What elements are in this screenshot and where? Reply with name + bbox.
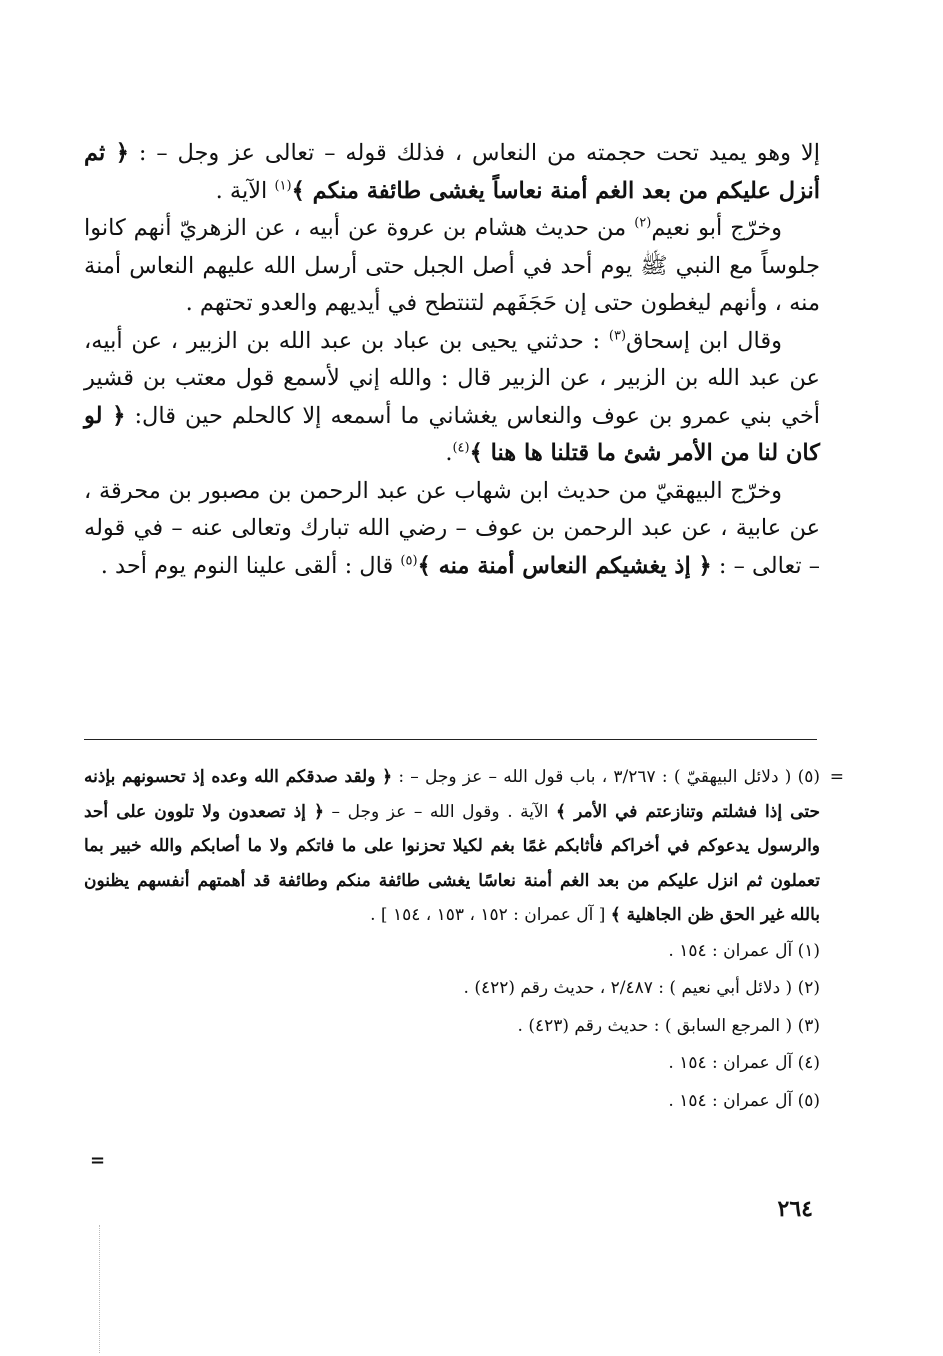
continuation-dash: = bbox=[829, 767, 844, 787]
main-text bbox=[84, 135, 820, 585]
quran-quote: ﴿ لو كان لنا من الأمر شئ ما قتلنا ها هنا ﴾ bbox=[84, 402, 820, 466]
paragraph-2-lead: وخرّج أبو نعيم bbox=[651, 215, 782, 241]
footnote-ref: (٢) bbox=[634, 215, 652, 231]
footnote-2: (٢) ( دلائل أبي نعيم ) : ٢/٤٨٧ ، حديث رقم (٤٢٢) . bbox=[463, 978, 820, 999]
paragraph-1 bbox=[84, 135, 820, 210]
paragraph-3-text: : حدثني يحيى بن عباد بن عبد الله بن الزبير ، عن أبيه، عن عبد الله بن الزبير ، عن الزبير قال : والله إني لأسمع قول معتب بن قشير أخي بني عمرو بن عوف والنعاس يغشاني ما أسمعه إلا كالحلم حين قال: bbox=[84, 327, 820, 429]
paragraph-3-end: . bbox=[445, 440, 453, 466]
footnote-separator bbox=[84, 739, 817, 740]
footnote-list bbox=[84, 933, 820, 1121]
continuation-mark: = bbox=[90, 1150, 106, 1171]
footnote-ref: (٣) bbox=[608, 328, 627, 343]
paragraph-1-end: الآية . bbox=[215, 177, 275, 204]
quran-quote: ﴿ ثم أنزل عليكم من بعد الغم أمنة نعاساً يغشى طائفة منكم ﴾ bbox=[84, 140, 820, 204]
footnote-5: (٥) آل عمران : ١٥٤ . bbox=[668, 1090, 820, 1111]
footnote-3: (٣) ( المرجع السابق ) : حديث رقم (٤٢٣) . bbox=[517, 1015, 820, 1036]
quran-quote: ﴿ ولقد صدقكم الله وعده إذ تحسونهم بإذنه حتى إذا فشلتم وتنازعتم في الأمر ﴾ bbox=[84, 767, 820, 822]
paragraph-2 bbox=[84, 210, 820, 323]
continuation-citation: [ آل عمران : ١٥٢ ، ١٥٣ ، ١٥٤ ] . bbox=[370, 905, 611, 926]
quran-quote: ﴿ إذ يغشيكم النعاس أمنة منه ﴾ bbox=[417, 552, 712, 579]
paragraph-4 bbox=[84, 473, 820, 586]
page-number: ٢٦٤ bbox=[777, 1196, 813, 1222]
paragraph-1-text: إلا وهو يميد تحت حجمته من النعاس ، فذلك قوله – تعالى عز وجل – : bbox=[128, 140, 820, 166]
paragraph-3-lead: وقال ابن إسحاق bbox=[626, 327, 782, 354]
paragraph-4-end: قال : ألقى علينا النوم يوم أحد . bbox=[100, 552, 401, 579]
paragraph-4-text: وخرّج البيهقيّ من حديث ابن شهاب عن عبد الرحمن بن مصبور بن محرقة ، عن عابية ، عن عبد الرحمن بن عوف – رضي الله تبارك وتعالى عنه – في قوله – تعالى – : bbox=[84, 477, 820, 579]
footnote-4: (٤) آل عمران : ١٥٤ . bbox=[668, 1053, 820, 1074]
paragraph-2-text: من حديث هشام بن عروة عن أبيه ، عن الزهريّ أنهم كانوا جلوساً مع النبي ﷺ يوم أحد في أصل الجبل حتى أرسل الله عليهم النعاس أمنة منه ، وأنهم ليغطون حتى إن حَجَفَهم لتنتطح في أيديهم والعدو تحتهم . bbox=[84, 215, 820, 316]
footnote-continuation bbox=[84, 760, 844, 933]
continuation-text-2: الآية . وقول الله – عز وجل – bbox=[323, 801, 557, 822]
footnote-ref: (٥) bbox=[400, 553, 418, 568]
binding-edge-line bbox=[99, 1225, 100, 1353]
continuation-text: (٥) ( دلائل البيهقيّ ) : ٣/٢٦٧ ، باب قول الله – عز وجل – : bbox=[392, 767, 821, 787]
paragraph-3 bbox=[84, 323, 820, 473]
footnote-ref: (٤) bbox=[452, 440, 470, 456]
footnotes-section bbox=[84, 760, 844, 1120]
footnote-ref: (١) bbox=[274, 178, 292, 193]
quran-quote: ﴿ إذ تصعدون ولا تلوون على أحد والرسول يدعوكم في أخراكم فأثابكم غمًا بغم لكيلا تحزنوا على ما فاتكم ولا ما أصابكم والله خبير بما تعملون ثم انزل عليكم من بعد الغم أمنة نعاسًا يغشى طائفة منكم وطائفة قد أهمتهم أنفسهم يظنون بالله غير الحق ظن الجاهلية ﴾ bbox=[84, 801, 820, 926]
footnote-1: (١) آل عمران : ١٥٤ . bbox=[668, 940, 820, 961]
